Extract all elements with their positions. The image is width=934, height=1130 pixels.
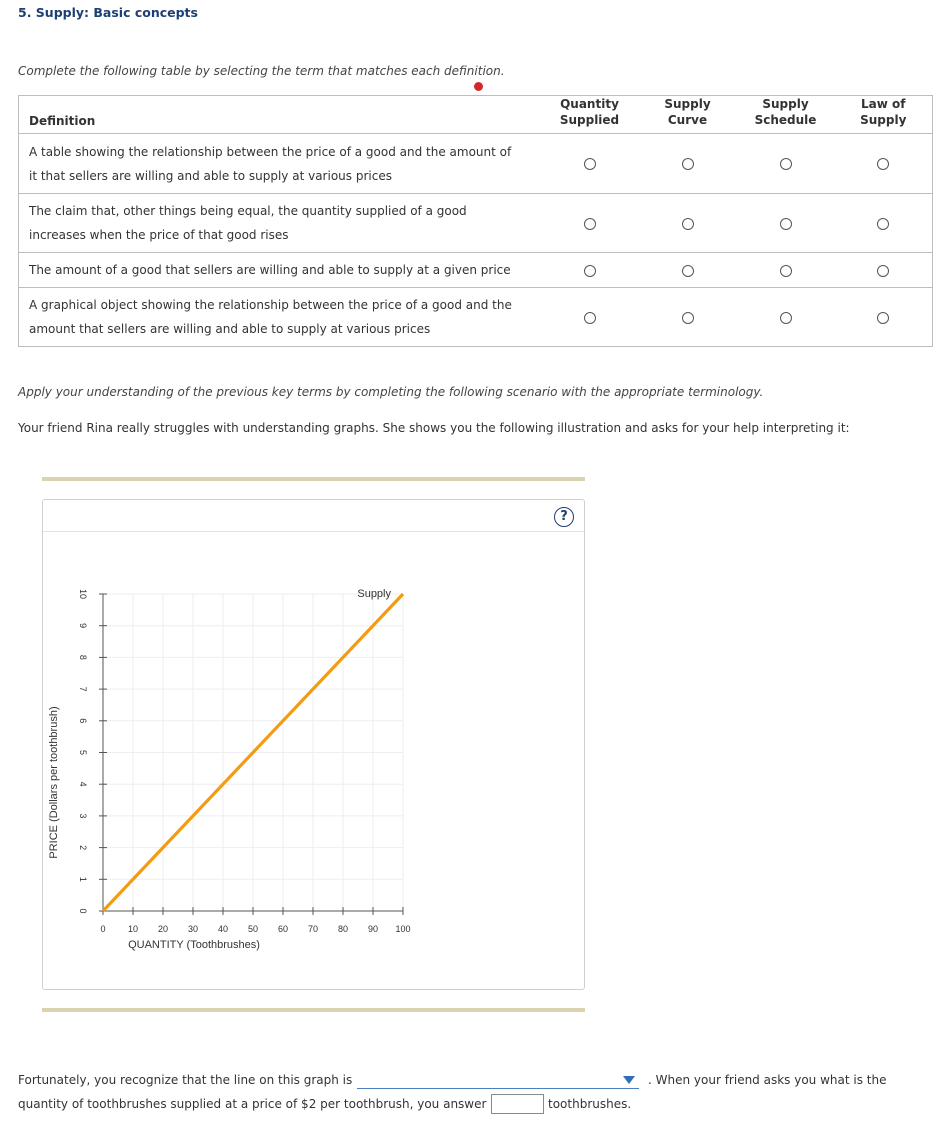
y-tick-label: 9 xyxy=(78,623,88,629)
radio-supply-schedule[interactable] xyxy=(780,265,792,277)
table-row xyxy=(19,253,933,288)
supply-chart xyxy=(43,500,584,989)
radio-law-of-supply[interactable] xyxy=(877,312,889,324)
radio-supply-curve[interactable] xyxy=(682,218,694,230)
sentence-2-end: toothbrushes. xyxy=(548,1097,632,1111)
y-tick-label: 10 xyxy=(78,588,88,600)
radio-quantity-supplied[interactable] xyxy=(584,158,596,170)
required-indicator xyxy=(474,82,483,91)
definition-cell: A table showing the relationship between the price of a good and the amount of it that sellers are willing and able to supply at various prices xyxy=(19,134,541,194)
divider-bottom xyxy=(42,1008,585,1012)
table-instructions: Complete the following table by selecting the term that matches each definition. xyxy=(18,64,505,78)
column-header-law-of-supply: Law of Supply xyxy=(860,97,907,127)
help-icon[interactable]: ? xyxy=(554,507,574,527)
x-tick-label: 50 xyxy=(247,924,259,934)
radio-law-of-supply[interactable] xyxy=(877,218,889,230)
x-tick-label: 90 xyxy=(367,924,379,934)
definitions-table xyxy=(18,95,933,347)
radio-supply-curve[interactable] xyxy=(682,312,694,324)
column-header-quantity-supplied: Quantity Supplied xyxy=(559,97,620,127)
radio-supply-curve[interactable] xyxy=(682,158,694,170)
radio-quantity-supplied[interactable] xyxy=(584,265,596,277)
y-tick-label: 8 xyxy=(78,654,88,660)
radio-law-of-supply[interactable] xyxy=(877,158,889,170)
radio-supply-schedule[interactable] xyxy=(780,158,792,170)
divider-top xyxy=(42,477,585,481)
x-tick-label: 20 xyxy=(157,924,169,934)
definition-cell: The amount of a good that sellers are willing and able to supply at a given price xyxy=(19,253,541,288)
radio-quantity-supplied[interactable] xyxy=(584,218,596,230)
x-tick-label: 100 xyxy=(395,924,411,934)
x-tick-label: 0 xyxy=(100,924,106,934)
sentence-1-end: . When your friend asks you what is the xyxy=(648,1073,887,1087)
y-tick-label: 2 xyxy=(78,845,88,851)
column-header-supply-schedule: Supply Schedule xyxy=(754,97,817,127)
scenario-text: Your friend Rina really struggles with understanding graphs. She shows you the following illustration and asks for your help interpreting it: xyxy=(18,421,850,435)
y-tick-label: 6 xyxy=(78,718,88,724)
sentence-1-start: Fortunately, you recognize that the line on this graph is xyxy=(18,1073,353,1087)
graph-panel xyxy=(42,499,585,990)
term-dropdown[interactable] xyxy=(357,1072,639,1089)
dropdown-arrow-icon xyxy=(623,1076,635,1084)
y-tick-label: 3 xyxy=(78,813,88,819)
y-axis-label: PRICE (Dollars per toothbrush) xyxy=(48,706,60,859)
column-header-supply-curve: Supply Curve xyxy=(664,97,711,127)
x-axis-label: QUANTITY (Toothbrushes) xyxy=(128,939,260,951)
question-title: 5. Supply: Basic concepts xyxy=(18,5,198,20)
y-tick-label: 5 xyxy=(78,749,88,756)
y-tick-label: 4 xyxy=(78,781,88,787)
table-row xyxy=(19,194,933,253)
radio-law-of-supply[interactable] xyxy=(877,265,889,277)
radio-supply-schedule[interactable] xyxy=(780,312,792,324)
y-tick-label: 7 xyxy=(78,686,88,692)
definition-header: Definition xyxy=(29,114,96,128)
x-tick-label: 60 xyxy=(277,924,289,934)
x-tick-label: 80 xyxy=(337,924,349,934)
table-row xyxy=(19,288,933,347)
table-row xyxy=(19,134,933,194)
definition-cell: The claim that, other things being equal, the quantity supplied of a good increases when the price of that good rises xyxy=(19,194,541,253)
x-tick-label: 10 xyxy=(127,924,139,934)
radio-quantity-supplied[interactable] xyxy=(584,312,596,324)
x-tick-label: 30 xyxy=(187,924,199,934)
x-tick-label: 70 xyxy=(307,924,319,934)
y-tick-label: 0 xyxy=(78,908,88,914)
quantity-answer-input[interactable] xyxy=(491,1094,544,1114)
radio-supply-curve[interactable] xyxy=(682,265,694,277)
table-header-row xyxy=(19,96,933,134)
series-label: Supply xyxy=(357,588,391,600)
sentence-2-start: quantity of toothbrushes supplied at a price of $2 per toothbrush, you answer xyxy=(18,1097,487,1111)
y-tick-label: 1 xyxy=(78,876,88,882)
scenario-instructions: Apply your understanding of the previous key terms by completing the following scenario with the appropriate terminology. xyxy=(18,385,764,399)
radio-supply-schedule[interactable] xyxy=(780,218,792,230)
x-tick-label: 40 xyxy=(217,924,229,934)
definition-cell: A graphical object showing the relationship between the price of a good and the amount that sellers are willing and able to supply at various prices xyxy=(19,288,541,347)
